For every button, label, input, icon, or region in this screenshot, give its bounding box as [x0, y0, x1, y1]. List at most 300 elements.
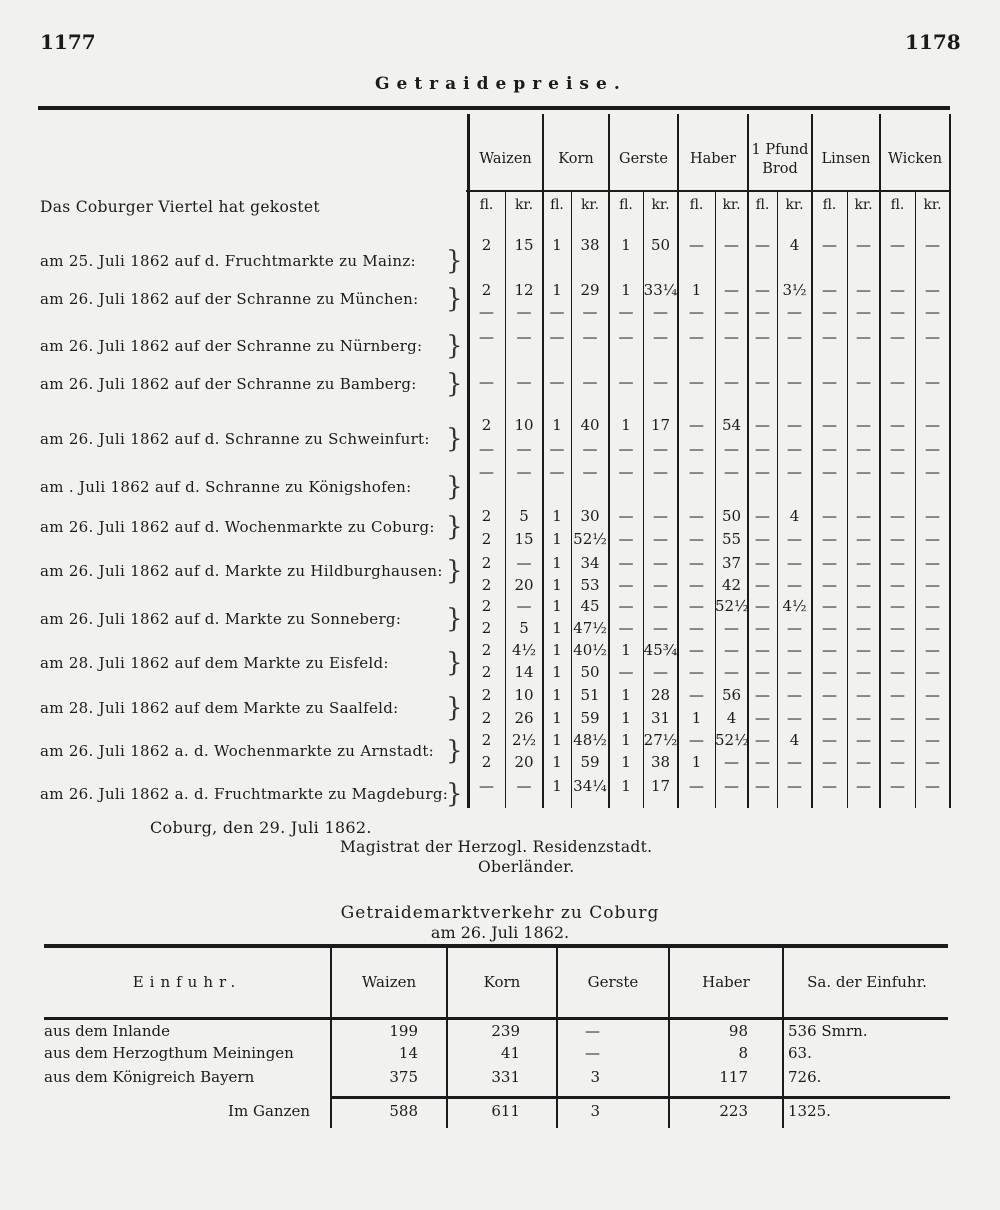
unit-label: kr. — [651, 197, 670, 213]
price-cell: 17 — [650, 777, 671, 795]
traffic-sum-cell: 63. — [788, 1044, 812, 1062]
market-label: am 26. Juli 1862 auf d. Markte zu Sonneberg: — [40, 610, 402, 628]
price-cell: — — [856, 641, 871, 659]
price-cell: 1 — [621, 641, 631, 659]
market-label: am 26. Juli 1862 a. d. Fruchtmarkte zu Magdeburg: — [40, 785, 449, 803]
price-cell: — — [856, 507, 871, 525]
price-cell: — — [755, 554, 770, 572]
price-cell: — — [856, 463, 871, 481]
price-cell: 55 — [721, 530, 742, 548]
price-cell: — — [856, 777, 871, 795]
price-cell: — — [689, 236, 704, 254]
price-cell: — — [856, 281, 871, 299]
market-label: am 28. Juli 1862 auf dem Markte zu Eisfeld: — [40, 654, 389, 672]
price-cell: — — [549, 303, 565, 321]
price-cell: — — [516, 328, 532, 346]
price-cell: — — [724, 641, 739, 659]
price-cell: — — [755, 597, 770, 615]
price-cell: — — [822, 641, 837, 659]
price-cell: — — [925, 619, 940, 637]
price-cell: — — [582, 303, 598, 321]
unit-label: kr. — [722, 197, 741, 213]
price-cell: — — [549, 463, 565, 481]
traffic-total-cell: 588 — [389, 1102, 418, 1120]
brace: } — [446, 284, 463, 314]
traffic-cell: 14 — [398, 1044, 418, 1062]
column-header-6: Wicken — [887, 151, 943, 167]
price-cell: 2 — [481, 753, 492, 771]
price-cell: — — [755, 753, 770, 771]
price-cell: — — [925, 663, 940, 681]
price-cell: 54 — [721, 416, 742, 434]
price-cell: — — [925, 597, 940, 615]
price-cell: — — [856, 731, 871, 749]
brace: } — [446, 246, 463, 276]
price-cell: — — [755, 440, 770, 458]
price-cell: — — [890, 663, 905, 681]
price-cell: 47½ — [573, 619, 607, 637]
price-cell: 1 — [552, 731, 562, 749]
price-cell: — — [925, 709, 940, 727]
traffic-total-rule — [330, 1096, 950, 1099]
traffic-header-5: Sa. der Einfuhr. — [807, 973, 927, 991]
price-cell: 51 — [580, 686, 600, 704]
price-cell: 1 — [552, 576, 562, 594]
price-cell: — — [890, 753, 905, 771]
market-label: am 26. Juli 1862 auf der Schranne zu Nürnberg: — [40, 337, 423, 355]
traffic-title: Getraidemarktverkehr zu Coburg — [340, 903, 660, 923]
price-cell: 1 — [621, 753, 631, 771]
price-cell: 5 — [519, 507, 529, 525]
price-cell: 2 — [481, 281, 492, 299]
price-cell: 4 — [789, 236, 800, 254]
price-cell: — — [925, 416, 940, 434]
price-cell: — — [856, 440, 871, 458]
traffic-cell: 41 — [500, 1044, 520, 1062]
price-cell: 2 — [481, 709, 492, 727]
price-cell: — — [653, 554, 668, 572]
prices-intro: Das Coburger Viertel hat gekostet — [40, 198, 320, 216]
traffic-cell: 8 — [738, 1044, 748, 1062]
price-cell: — — [787, 463, 802, 481]
price-cell: — — [755, 777, 770, 795]
prices-title: Getraidepreise. — [375, 74, 627, 94]
unit-label: kr. — [580, 197, 600, 213]
price-cell: — — [856, 328, 871, 346]
traffic-top-rule — [44, 944, 948, 948]
price-cell: 2 — [481, 554, 492, 572]
price-cell: 33¼ — [643, 281, 678, 299]
price-cell: — — [856, 619, 871, 637]
price-cell: — — [856, 686, 871, 704]
traffic-sum-cell: 536 Smrn. — [788, 1022, 868, 1040]
price-cell: — — [925, 328, 940, 346]
price-cell: — — [724, 281, 739, 299]
price-cell: — — [822, 753, 837, 771]
price-cell: — — [689, 507, 704, 525]
price-cell: 2 — [481, 530, 492, 548]
price-cell: — — [787, 554, 802, 572]
price-cell: — — [479, 440, 494, 458]
column-header-3: Haber — [689, 151, 737, 167]
unit-label: fl. — [755, 197, 770, 213]
price-cell: — — [653, 463, 668, 481]
price-cell: — — [724, 440, 739, 458]
price-cell: — — [689, 554, 704, 572]
price-cell: 1 — [552, 686, 562, 704]
traffic-total-label: Im Ganzen — [228, 1102, 310, 1120]
price-cell: — — [890, 619, 905, 637]
price-cell: — — [822, 440, 837, 458]
price-cell: 34 — [580, 554, 600, 572]
price-cell: 2 — [481, 507, 492, 525]
price-cell: — — [724, 663, 739, 681]
unit-label: fl. — [619, 197, 633, 213]
price-cell: 1 — [552, 641, 562, 659]
price-cell: 1 — [552, 597, 562, 615]
price-cell: — — [724, 463, 739, 481]
price-cell: — — [755, 576, 770, 594]
price-cell: — — [925, 303, 940, 321]
price-cell: 2 — [481, 236, 492, 254]
price-cell: — — [925, 686, 940, 704]
page-number-left: 1177 — [40, 30, 96, 54]
price-cell: — — [890, 686, 905, 704]
price-cell: — — [890, 463, 905, 481]
price-cell: — — [787, 416, 802, 434]
price-cell: — — [925, 576, 940, 594]
price-cell: — — [689, 373, 704, 391]
price-cell: — — [689, 530, 704, 548]
issuer: Magistrat der Herzogl. Residenzstadt. — [340, 838, 653, 856]
price-cell: — — [755, 709, 770, 727]
price-cell: 52½ — [715, 597, 749, 615]
price-cell: — — [856, 709, 871, 727]
price-cell: 1 — [621, 777, 631, 795]
price-cell: — — [689, 440, 704, 458]
price-cell: — — [755, 236, 770, 254]
price-cell: 34¼ — [573, 777, 607, 795]
price-cell: — — [822, 576, 837, 594]
price-cell: — — [890, 641, 905, 659]
price-cell: — — [618, 440, 634, 458]
price-cell: 56 — [721, 686, 742, 704]
price-cell: 1 — [552, 236, 562, 254]
price-cell: — — [516, 597, 532, 615]
signature: Oberländer. — [478, 858, 575, 876]
price-cell: — — [516, 777, 532, 795]
price-cell: — — [549, 328, 565, 346]
price-cell: — — [925, 236, 940, 254]
column-header-0: Waizen — [479, 151, 532, 167]
price-cell: 1 — [552, 416, 562, 434]
price-cell: 12 — [514, 281, 534, 299]
price-cell: — — [755, 686, 770, 704]
price-cell: — — [618, 663, 634, 681]
price-cell: 1 — [621, 236, 631, 254]
price-cell: — — [787, 619, 802, 637]
price-cell: — — [925, 731, 940, 749]
price-cell: 2 — [481, 686, 492, 704]
place-date: Coburg, den 29. Juli 1862. — [150, 818, 372, 837]
price-cell: — — [618, 619, 634, 637]
traffic-total-cell: 611 — [491, 1102, 520, 1120]
price-cell: 40½ — [573, 641, 607, 659]
price-cell: — — [787, 373, 802, 391]
price-cell: — — [787, 440, 802, 458]
brace: } — [446, 424, 463, 454]
price-cell: — — [618, 328, 634, 346]
traffic-total-cell: 3 — [590, 1102, 600, 1120]
price-cell: — — [689, 576, 704, 594]
price-cell: — — [890, 281, 905, 299]
price-cell: — — [653, 619, 668, 637]
price-cell: 4½ — [782, 597, 807, 615]
price-cell: — — [755, 507, 770, 525]
price-cell: — — [925, 373, 940, 391]
price-cell: — — [618, 303, 634, 321]
price-cell: — — [822, 709, 837, 727]
price-cell: — — [479, 463, 494, 481]
price-cell: 45¾ — [643, 641, 678, 659]
price-cell: — — [755, 530, 770, 548]
price-cell: — — [479, 373, 494, 391]
price-cell: 48½ — [573, 731, 607, 749]
price-cell: 50 — [580, 663, 600, 681]
price-cell: 1 — [552, 663, 562, 681]
price-cell: — — [890, 416, 905, 434]
price-cell: 1 — [621, 686, 631, 704]
price-cell: 5 — [519, 619, 529, 637]
price-cell: 15 — [514, 236, 534, 254]
price-cell: — — [856, 416, 871, 434]
title-rule — [38, 106, 950, 110]
column-header-2: Gerste — [619, 151, 668, 167]
price-cell: 27½ — [643, 731, 678, 749]
brace: } — [446, 693, 463, 723]
price-cell: 59 — [580, 709, 600, 727]
price-cell: — — [787, 753, 802, 771]
price-cell: — — [856, 530, 871, 548]
price-cell: 3½ — [782, 281, 807, 299]
column-header-4: 1 Pfund Brod — [751, 142, 809, 177]
traffic-cell: 3 — [590, 1068, 600, 1086]
price-cell: — — [653, 507, 668, 525]
price-cell: 2 — [481, 416, 492, 434]
price-cell: 1 — [552, 507, 562, 525]
unit-label: kr. — [785, 197, 804, 213]
price-cell: 1 — [552, 281, 562, 299]
price-cell: — — [516, 373, 532, 391]
brace: } — [446, 512, 463, 542]
price-cell: — — [724, 619, 739, 637]
price-cell: — — [822, 731, 837, 749]
price-cell: 4 — [789, 507, 800, 525]
price-cell: 1 — [691, 753, 702, 771]
price-cell: 14 — [514, 663, 534, 681]
price-cell: 2 — [481, 731, 492, 749]
price-cell: — — [724, 303, 739, 321]
price-cell: — — [822, 281, 837, 299]
price-cell: — — [689, 641, 704, 659]
price-cell: — — [618, 597, 634, 615]
traffic-header-4: Haber — [702, 973, 750, 991]
price-cell: 1 — [621, 731, 631, 749]
price-cell: 2 — [481, 619, 492, 637]
price-cell: 45 — [580, 597, 600, 615]
traffic-cell: 331 — [491, 1068, 520, 1086]
price-cell: — — [582, 440, 598, 458]
traffic-total-sum: 1325. — [788, 1102, 831, 1120]
traffic-subtitle: am 26. Juli 1862. — [430, 923, 570, 942]
price-cell: 1 — [691, 709, 702, 727]
price-cell: — — [787, 576, 802, 594]
traffic-sum-cell: 726. — [788, 1068, 822, 1086]
price-cell: — — [689, 731, 704, 749]
price-cell: — — [653, 373, 668, 391]
page-number-right: 1178 — [905, 30, 961, 54]
price-cell: — — [618, 530, 634, 548]
price-cell: — — [755, 303, 770, 321]
price-cell: 2 — [481, 641, 492, 659]
price-cell: — — [890, 236, 905, 254]
price-cell: — — [822, 373, 837, 391]
price-cell: — — [822, 619, 837, 637]
price-cell: — — [689, 328, 704, 346]
price-cell: — — [925, 777, 940, 795]
traffic-header-3: Gerste — [587, 973, 639, 991]
price-cell: 26 — [514, 709, 534, 727]
market-label: am 26. Juli 1862 auf der Schranne zu München: — [40, 290, 419, 308]
price-cell: — — [724, 328, 739, 346]
column-header-5: Linsen — [821, 151, 871, 167]
brace: } — [446, 736, 463, 766]
price-cell: — — [724, 777, 739, 795]
price-cell: — — [890, 328, 905, 346]
price-cell: — — [856, 303, 871, 321]
price-cell: — — [787, 328, 802, 346]
price-cell: 20 — [514, 753, 534, 771]
traffic-cell: — — [585, 1044, 600, 1062]
price-cell: 59 — [580, 753, 600, 771]
price-cell: — — [653, 663, 668, 681]
price-cell: 1 — [552, 753, 562, 771]
traffic-cell: 375 — [389, 1068, 418, 1086]
price-cell: — — [925, 281, 940, 299]
price-cell: — — [856, 576, 871, 594]
brace: } — [446, 331, 463, 361]
price-cell: — — [653, 576, 668, 594]
price-cell: — — [822, 303, 837, 321]
market-label: am 26. Juli 1862 auf d. Wochenmarkte zu Coburg: — [40, 518, 435, 536]
price-cell: 38 — [650, 753, 671, 771]
price-cell: — — [516, 463, 532, 481]
traffic-cell: 199 — [389, 1022, 418, 1040]
price-cell: 38 — [580, 236, 600, 254]
price-cell: — — [822, 463, 837, 481]
price-cell: — — [479, 328, 494, 346]
price-cell: — — [856, 663, 871, 681]
price-cell: — — [925, 641, 940, 659]
price-cell: 52½ — [573, 530, 607, 548]
unit-label: fl. — [689, 197, 704, 213]
price-cell: — — [822, 597, 837, 615]
price-cell: 29 — [580, 281, 600, 299]
brace: } — [446, 369, 463, 399]
unit-label: fl. — [479, 197, 494, 213]
price-cell: — — [479, 303, 494, 321]
price-cell: — — [549, 373, 565, 391]
price-cell: — — [856, 753, 871, 771]
price-cell: — — [856, 554, 871, 572]
brace: } — [446, 472, 463, 502]
price-cell: — — [890, 440, 905, 458]
brace: } — [446, 779, 463, 809]
price-cell: — — [822, 416, 837, 434]
price-cell: — — [822, 507, 837, 525]
price-cell: 1 — [621, 281, 631, 299]
price-cell: — — [787, 709, 802, 727]
price-cell: — — [724, 753, 739, 771]
column-header-1: Korn — [558, 151, 594, 167]
price-cell: 2 — [481, 597, 492, 615]
price-cell: 1 — [691, 281, 702, 299]
price-cell: 1 — [552, 709, 562, 727]
price-cell: — — [822, 686, 837, 704]
traffic-row-label: aus dem Inlande — [44, 1022, 171, 1040]
price-cell: — — [856, 373, 871, 391]
price-cell: — — [755, 281, 770, 299]
price-cell: 1 — [621, 709, 631, 727]
unit-label: kr. — [854, 197, 873, 213]
price-cell: — — [856, 236, 871, 254]
price-cell: — — [618, 576, 634, 594]
price-cell: — — [618, 373, 634, 391]
price-cell: 53 — [580, 576, 600, 594]
price-cell: — — [653, 597, 668, 615]
price-cell: 28 — [650, 686, 671, 704]
price-cell: — — [890, 530, 905, 548]
price-cell: — — [925, 507, 940, 525]
price-cell: — — [582, 373, 598, 391]
price-cell: 1 — [552, 619, 562, 637]
traffic-cell: 117 — [719, 1068, 748, 1086]
unit-label: fl. — [890, 197, 905, 213]
traffic-header-2: Korn — [483, 973, 521, 991]
price-cell: — — [689, 686, 704, 704]
price-cell: — — [890, 373, 905, 391]
traffic-header-0: Einfuhr. — [132, 973, 242, 991]
price-cell: 10 — [514, 686, 534, 704]
price-cell: 50 — [650, 236, 671, 254]
market-label: am 26. Juli 1862 auf d. Markte zu Hildburghausen: — [40, 562, 443, 580]
price-cell: 50 — [721, 507, 742, 525]
price-cell: 40 — [580, 416, 600, 434]
price-cell: — — [822, 777, 837, 795]
price-cell: 10 — [514, 416, 534, 434]
price-cell: — — [653, 328, 668, 346]
price-cell: 1 — [552, 530, 562, 548]
market-label: am 25. Juli 1862 auf d. Fruchtmarkte zu Mainz: — [40, 252, 416, 270]
price-cell: — — [822, 236, 837, 254]
price-cell: — — [689, 777, 704, 795]
price-cell: — — [822, 554, 837, 572]
brace: } — [446, 648, 463, 678]
traffic-header-1: Waizen — [361, 973, 417, 991]
price-cell: — — [890, 507, 905, 525]
traffic-total-cell: 223 — [719, 1102, 748, 1120]
market-label: am . Juli 1862 auf d. Schranne zu Königshofen: — [40, 478, 412, 496]
